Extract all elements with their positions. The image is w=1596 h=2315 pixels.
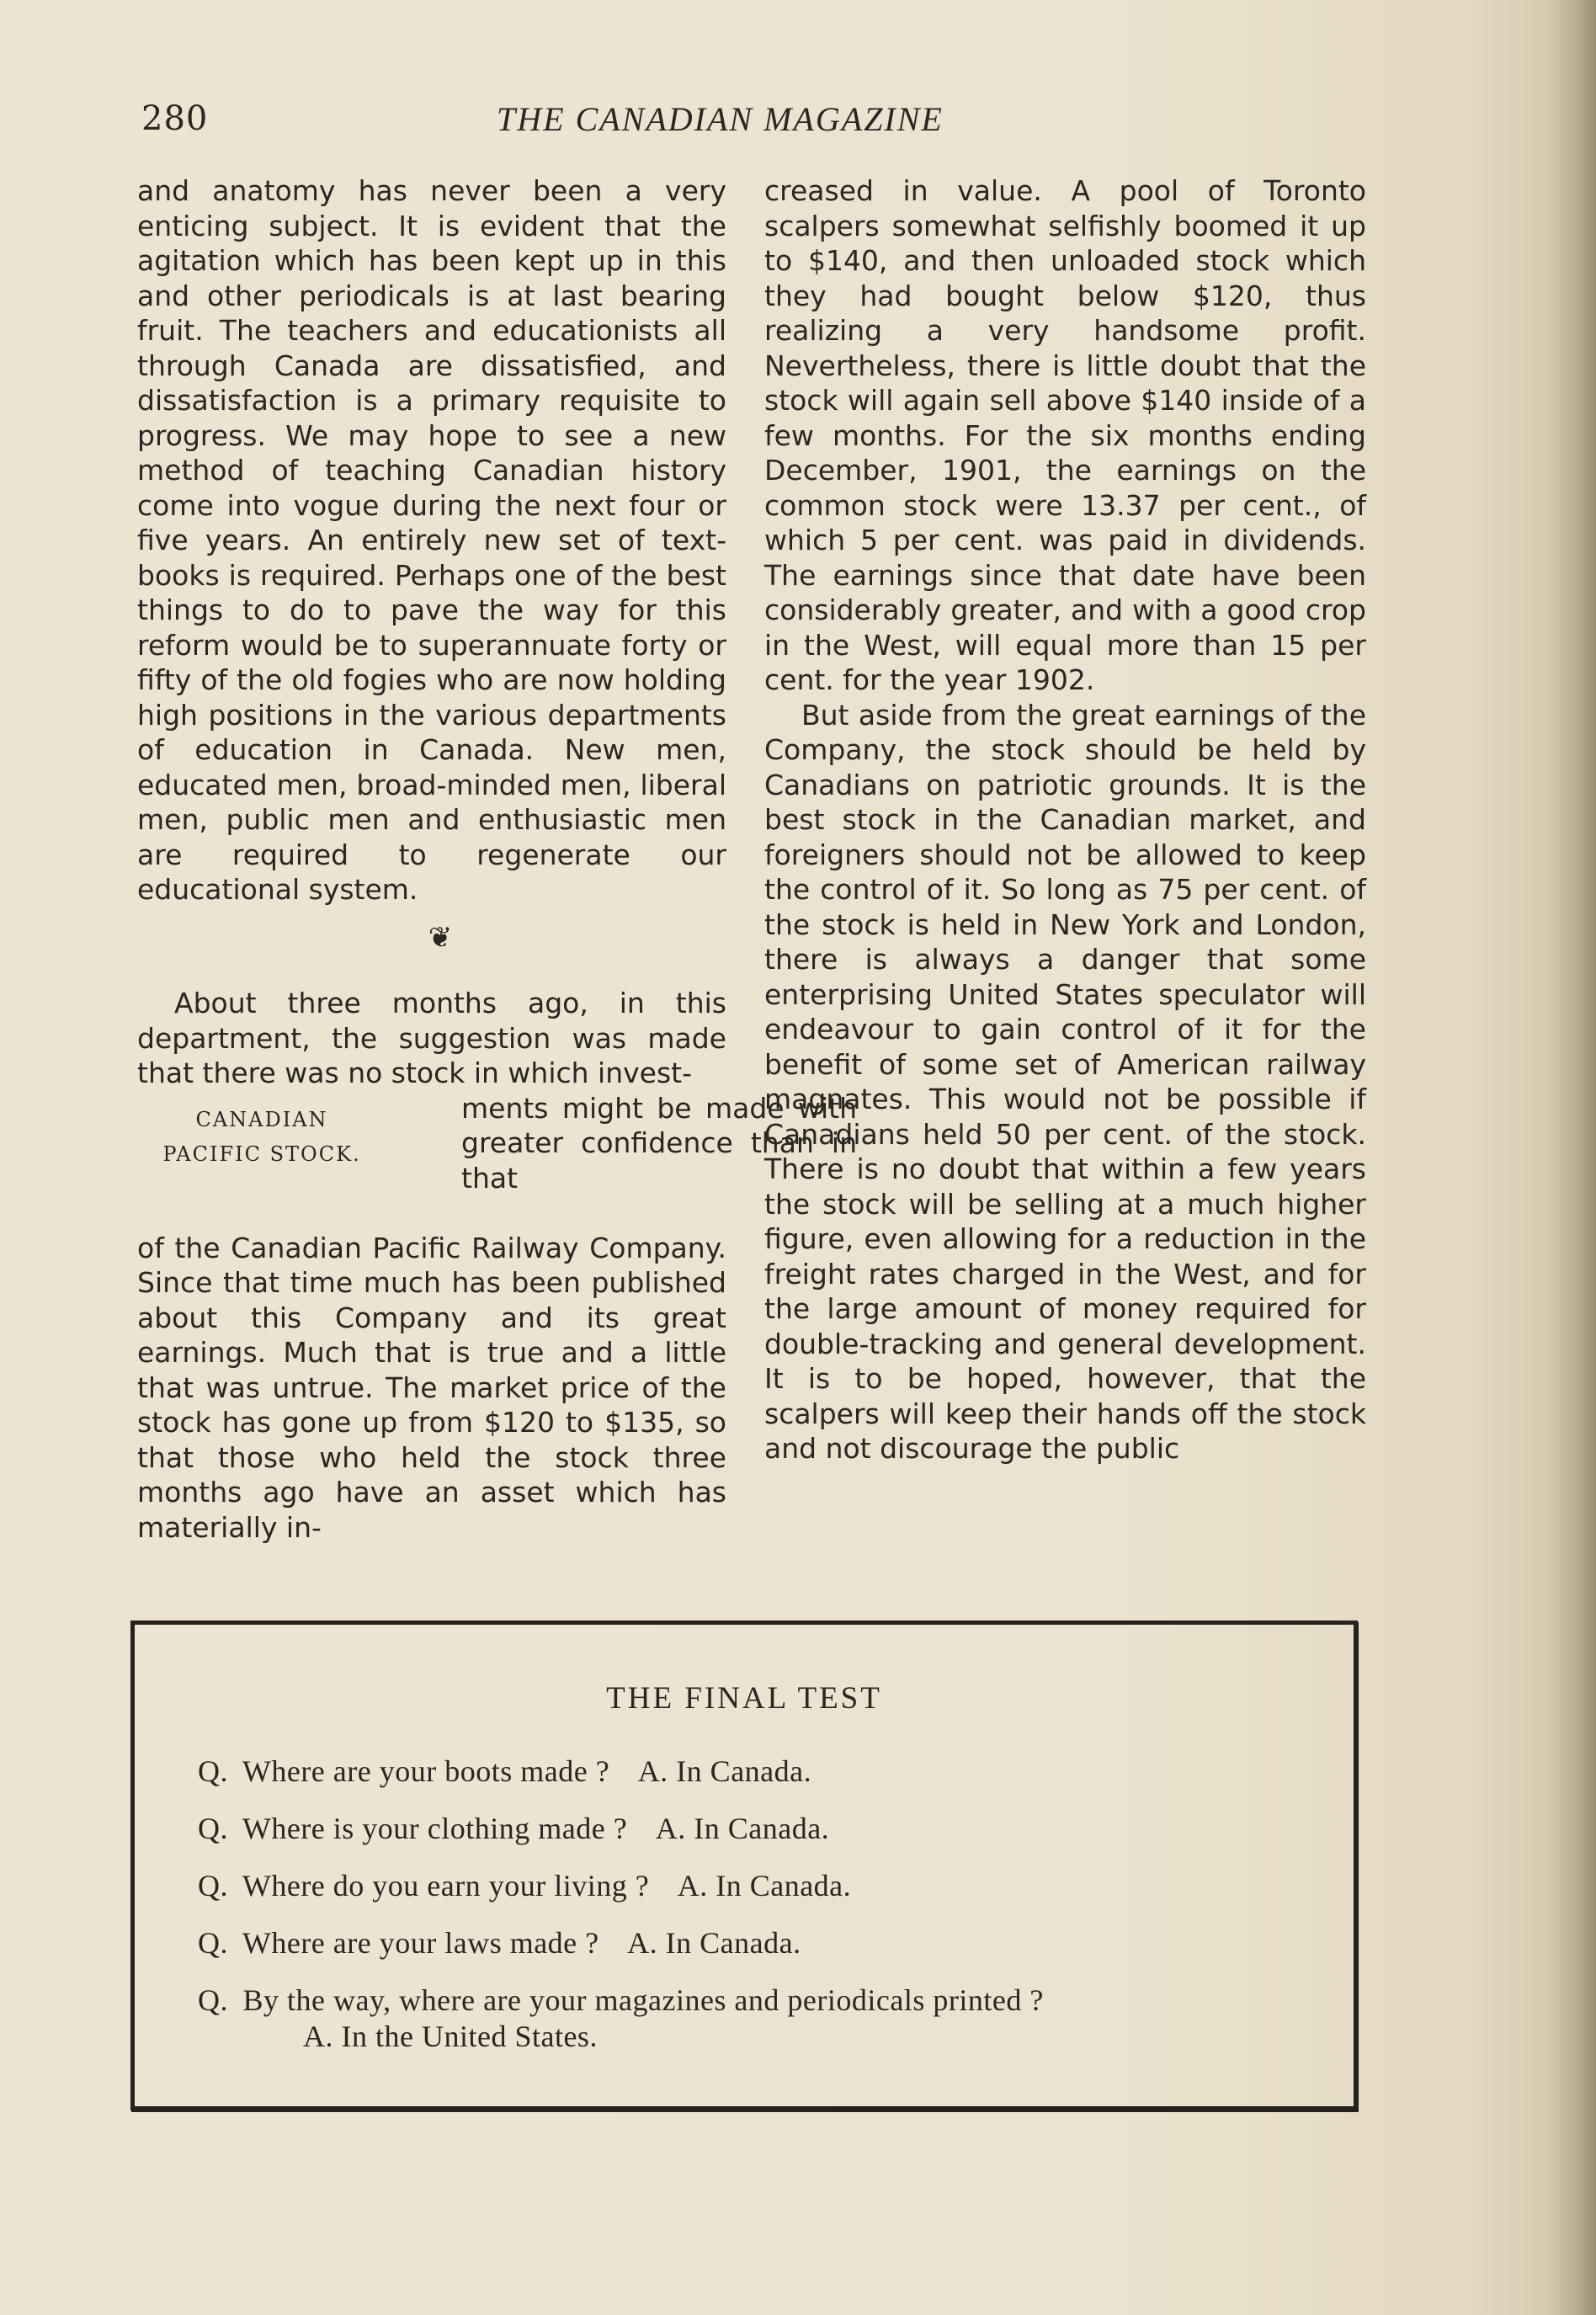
question-text: Where do you earn your living ? — [242, 1869, 650, 1903]
answer-text: In Canada. — [694, 1812, 830, 1845]
sidenote-label: CANADIAN PACIFIC STOCK. — [162, 1107, 361, 1166]
right-column — [764, 173, 1366, 1466]
question-text: By the way, where are your magazines and periodicals printed ? — [242, 1983, 1044, 2017]
right-paragraph-2: But aside from the great earnings of the Company, the stock should be held by Canadians on patriotic grounds. It is the best stock in the Canadian market, and foreigners should not be allowed to keep the control of it. So long as 75 per cent. of the stock is held in New York and London, there is always a danger that some enterprising United States speculator will endeavour to gain control of it for the benefit of some set of American railway magnates. This would not be possible if Canadians held 50 per cent. of the stock. There is no doubt that within a few years the stock will be selling at a much higher figure, even allowing for a reduction in the freight rates charged in the West, and for the large amount of money required for double-tracking and general development. It is to be hoped, however, that the scalpers will keep their hands off the stock and not discourage the public — [764, 698, 1366, 1465]
answer-text: In Canada. — [716, 1869, 852, 1903]
a-marker: A. — [655, 1812, 686, 1845]
qa-list — [198, 1743, 1309, 2056]
page-number: 280 — [141, 99, 209, 138]
a-marker: A. — [627, 1926, 658, 1960]
q-marker: Q. — [198, 1812, 228, 1845]
question-text: Where are your laws made ? — [242, 1926, 599, 1960]
left-paragraph-2-start: About three months ago, in this department, the suggestion was made that there was no stock in which invest- — [137, 987, 726, 1089]
q-marker: Q. — [198, 1754, 228, 1788]
section-ornament-icon: ❦ — [428, 920, 453, 955]
left-column — [137, 173, 857, 1545]
final-test-title: THE FINAL TEST — [606, 1681, 882, 1716]
question-text: Where are your boots made ? — [242, 1754, 610, 1788]
right-paragraph-1: creased in value. A pool of Toronto scalpers somewhat selfishly boomed it up to $140, and then unloaded stock which they had bought below $120, thus realizing a very handsome profit. Nevertheless, there is little doubt that the stock will again sell above $140 inside of a few months. For the six months ending December, 1901, the earnings on the common stock were 13.37 per cent., of which 5 per cent. was paid in dividends. The earnings since that date have been considerably greater, and with a good crop in the West, will equal more than 15 per cent. for the year 1902. — [764, 174, 1366, 696]
sidenote-text: ments might be made with greater confidence than in that — [461, 1091, 857, 1195]
question-text: Where is your clothing made ? — [242, 1812, 628, 1845]
a-marker: A. — [637, 1754, 668, 1788]
left-paragraph-1: and anatomy has never been a very enticing subject. It is evident that the agitation which has been kept up in this and other periodicals is at last bearing fruit. The teachers and educationists all through Canada are dissatisfied, and dissatisfaction is a primary requisite to progress. We may hope to see a new method of teaching Canadian history come into vogue during the next four or five years. An entirely new set of text-books is required. Perhaps one of the best things to do to pave the way for this reform would be to superannuate forty or fifty of the old fogies who are now holding high positions in the various departments of education in Canada. New men, educated men, broad-minded men, liberal men, public men and enthusiastic men are required to regenerate our educational system. — [137, 174, 726, 906]
running-head: THE CANADIAN MAGAZINE — [497, 100, 944, 138]
answer-text: In Canada. — [676, 1754, 812, 1788]
book-spine-shadow — [1545, 0, 1596, 2315]
left-paragraph-2-end: of the Canadian Pacific Railway Company. Since that time much has been published about this Company and its great earnings. Much that is true and a little that was untrue. The market price of the stock has gone up from $120 to $135, so that those who held the stock three months ago have an asset which has materially in- — [137, 1231, 726, 1544]
answer-line — [198, 2017, 1309, 2056]
qa-item — [198, 1914, 1309, 1972]
final-test-box — [130, 1620, 1358, 2110]
qa-item — [198, 1972, 1309, 2056]
answer-text: In Canada. — [665, 1926, 801, 1960]
a-marker: A. — [677, 1869, 708, 1903]
q-marker: Q. — [198, 1926, 228, 1960]
q-marker: Q. — [198, 1983, 228, 2017]
a-marker: A. — [303, 2020, 333, 2053]
qa-item — [198, 1743, 1309, 1800]
qa-item — [198, 1800, 1309, 1857]
q-marker: Q. — [198, 1869, 228, 1903]
answer-text: In the United States. — [341, 2020, 598, 2053]
qa-item — [198, 1857, 1309, 1914]
sidenote-block — [137, 1091, 857, 1231]
